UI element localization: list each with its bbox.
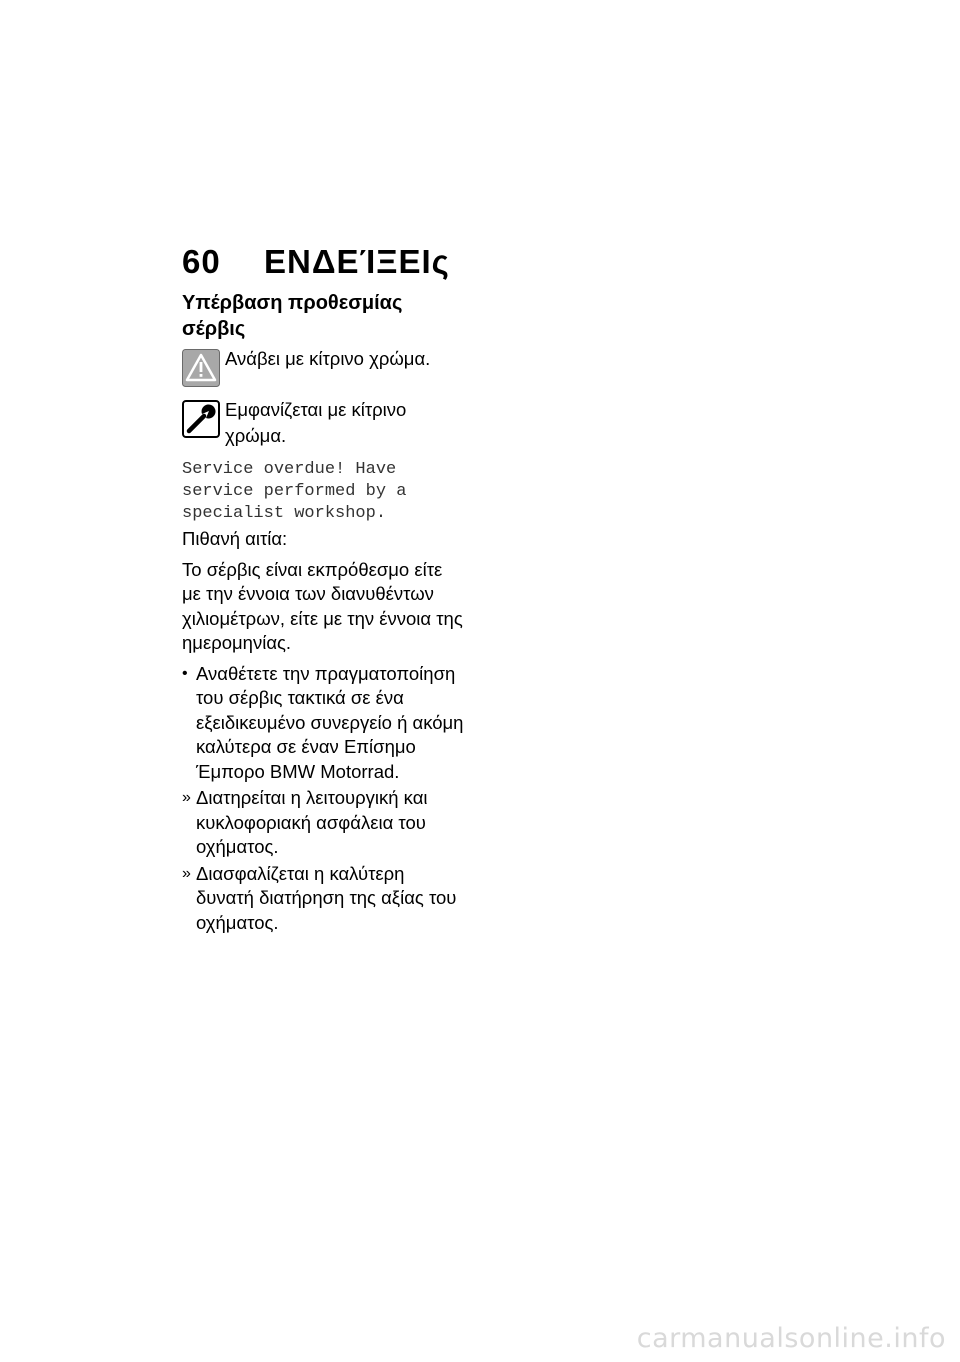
- result-text: Διασφαλίζεται η καλύτερη δυνατή διατήρηση της αξίας του οχήματος.: [196, 862, 457, 933]
- result-text: Διατηρείται η λειτουργική και κυκλοφοριακή ασφάλεια του οχήματος.: [196, 787, 428, 857]
- result-item: [182, 862, 464, 936]
- action-text: Αναθέτετε την πραγματοποίηση του σέρβις τακτικά σε ένα εξειδικευμένο συνεργείο ή ακόμη καλύτερα σε έναν Επίσημο Έμπορο BMW Motorrad.: [196, 662, 464, 782]
- warning-indicator-row: [182, 346, 464, 387]
- result-mark: »: [182, 789, 191, 806]
- page-header: [182, 243, 450, 283]
- warning-indicator-text: Ανάβει με κίτρινο χρώμα.: [225, 348, 431, 369]
- cause-text: Το σέρβις είναι εκπρόθεσμο είτε με την έννοια των διανυθέντων χιλιομέτρων, είτε με την έννοια της ημερομηνίας.: [182, 558, 463, 653]
- warning-triangle-icon: [182, 349, 220, 387]
- result-item: [182, 786, 464, 860]
- result-mark: »: [182, 864, 191, 882]
- section-title: Υπέρβαση προθεσμίας σέρβις: [182, 292, 403, 340]
- bullet-mark: •: [182, 664, 188, 682]
- chapter-title: ΕΝΔΕΊΞΕΙς: [264, 243, 450, 280]
- service-indicator-row: [182, 397, 464, 449]
- page-number: 60: [182, 243, 221, 280]
- display-message: Service overdue! Have service performed by a specialist workshop.: [182, 460, 407, 523]
- cause-label: Πιθανή αιτία:: [182, 528, 288, 549]
- action-item: [182, 662, 464, 785]
- watermark: carmanualsonline.info: [636, 1323, 946, 1354]
- service-indicator-text: Εμφανίζεται με κίτρινο χρώμα.: [225, 399, 407, 446]
- wrench-icon: [182, 400, 220, 438]
- content-column: [182, 290, 464, 937]
